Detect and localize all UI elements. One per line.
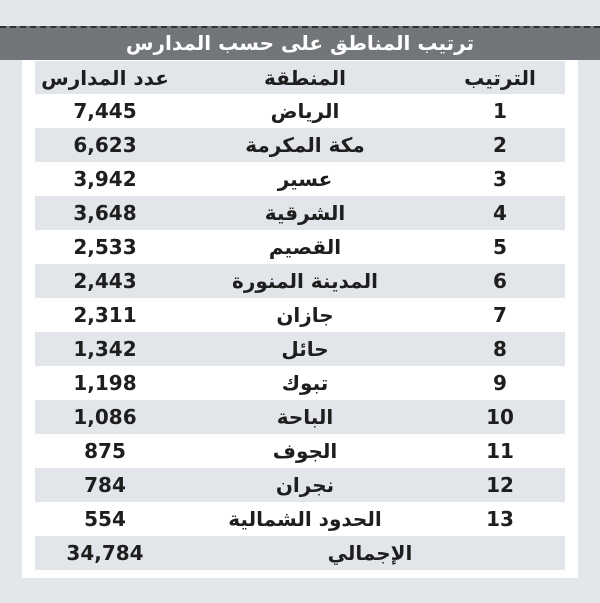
table-header-row (35, 61, 565, 94)
count-cell: 3,648 (73, 201, 137, 225)
header-count: عدد المدارس (41, 65, 169, 90)
region-cell: الحدود الشمالية (228, 507, 382, 531)
table-row (35, 128, 565, 162)
region-cell: الباحة (276, 405, 334, 429)
rank-cell: 5 (493, 235, 507, 259)
total-label: الإجمالي (327, 541, 413, 565)
region-cell: الشرقية (264, 201, 346, 225)
table-row (35, 230, 565, 264)
rank-cell: 2 (493, 133, 507, 157)
rank-cell: 13 (486, 507, 514, 531)
table-row (35, 366, 565, 400)
table-row (35, 332, 565, 366)
count-cell: 6,623 (73, 133, 137, 157)
count-cell: 554 (84, 507, 126, 531)
table-title: ترتيب المناطق على حسب المدارس (0, 26, 600, 60)
table-row (35, 264, 565, 298)
region-cell: المدينة المنورة (232, 269, 378, 293)
count-cell: 1,086 (73, 405, 137, 429)
table-row (35, 94, 565, 128)
region-cell: جازان (276, 303, 334, 327)
table-row (35, 298, 565, 332)
rank-cell: 11 (486, 439, 514, 463)
region-cell: تبوك (281, 371, 329, 395)
rank-cell: 1 (493, 99, 507, 123)
rank-cell: 12 (486, 473, 514, 497)
count-cell: 2,533 (73, 235, 137, 259)
rank-cell: 9 (493, 371, 507, 395)
table-row (35, 400, 565, 434)
count-cell: 2,311 (73, 303, 137, 327)
region-cell: عسير (277, 167, 333, 191)
table-row (35, 196, 565, 230)
region-cell: نجران (275, 473, 335, 497)
table-row (35, 162, 565, 196)
total-count: 34,784 (66, 541, 144, 565)
region-cell: الجوف (272, 439, 338, 463)
rank-cell: 4 (493, 201, 507, 225)
count-cell: 784 (84, 473, 126, 497)
rank-cell: 7 (493, 303, 507, 327)
schools-ranking-table (35, 61, 565, 570)
count-cell: 875 (84, 439, 126, 463)
count-cell: 7,445 (73, 99, 137, 123)
header-region: المنطقة (264, 65, 346, 90)
rank-cell: 3 (493, 167, 507, 191)
region-cell: حائل (281, 337, 329, 361)
table-row (35, 502, 565, 536)
rank-cell: 6 (493, 269, 507, 293)
table-row (35, 434, 565, 468)
count-cell: 2,443 (73, 269, 137, 293)
region-cell: الرياض (270, 99, 340, 123)
region-cell: القصيم (268, 235, 342, 259)
region-cell: مكة المكرمة (245, 133, 365, 157)
table-row (35, 468, 565, 502)
rank-cell: 10 (486, 405, 514, 429)
rank-cell: 8 (493, 337, 507, 361)
total-row (35, 536, 565, 570)
count-cell: 1,342 (73, 337, 137, 361)
count-cell: 3,942 (73, 167, 137, 191)
count-cell: 1,198 (73, 371, 137, 395)
header-rank: الترتيب (464, 65, 536, 90)
